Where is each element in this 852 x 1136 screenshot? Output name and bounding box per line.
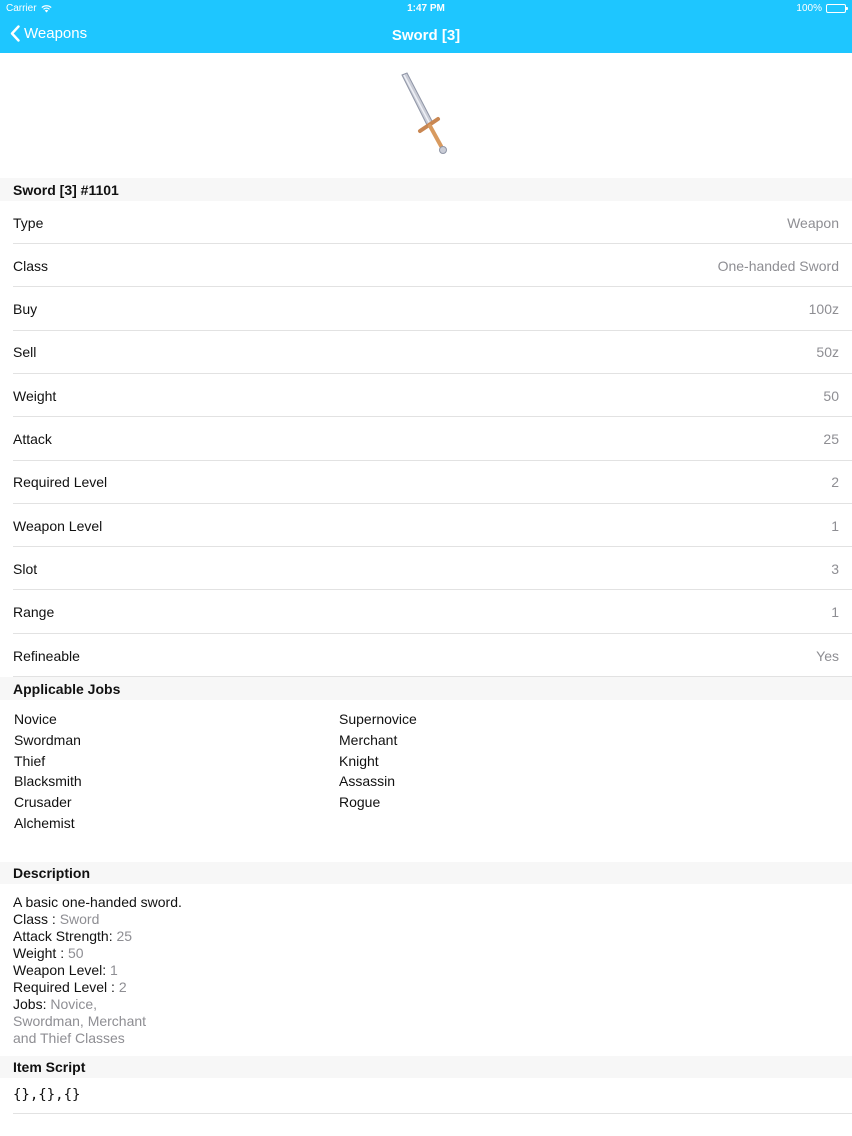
detail-row-value: Yes (816, 647, 839, 664)
description-attack: Attack Strength: 25 (13, 928, 133, 944)
description-header: Description (0, 862, 852, 884)
detail-row-attack (0, 418, 852, 461)
description-class: Class : Sword (13, 911, 100, 927)
navigation-header (0, 0, 852, 53)
description-intro: A basic one-handed sword. (13, 894, 182, 910)
detail-row-value: 1 (831, 517, 839, 534)
status-bar (0, 0, 852, 17)
detail-row-label: Type (13, 214, 44, 231)
job-item: Assassin (339, 773, 396, 790)
item-script-header: Item Script (0, 1056, 852, 1078)
description-required-level: Required Level : 2 (13, 979, 127, 995)
detail-row-range (0, 591, 852, 634)
detail-row-label: Required Level (13, 474, 108, 491)
detail-row-class (0, 244, 852, 287)
battery-indicator (796, 3, 846, 14)
job-item: Supernovice (339, 711, 417, 727)
job-item: Thief (14, 752, 46, 769)
detail-row-label: Weight (13, 387, 57, 404)
detail-row-weight (0, 374, 852, 417)
description-jobs-line2: Swordman, Merchant (13, 1013, 147, 1029)
back-button[interactable] (10, 25, 87, 42)
job-item: Swordman (14, 731, 81, 748)
item-script-value: {},{},{} (13, 1087, 81, 1103)
detail-row-value: 25 (823, 431, 839, 447)
job-item: Alchemist (14, 815, 75, 831)
detail-row-buy (0, 288, 852, 331)
divider (13, 1113, 852, 1114)
item-image (0, 53, 852, 178)
detail-row-label: Sell (13, 344, 37, 361)
page-title: Sword [3] (391, 27, 461, 44)
detail-row-value: One-handed Sword (717, 257, 839, 274)
description-weight: Weight : 50 (13, 945, 84, 961)
description-jobs-line3: and Thief Classes (13, 1030, 125, 1046)
job-item: Merchant (339, 731, 398, 748)
detail-row-weapon-level (0, 504, 852, 547)
detail-row-slot (0, 547, 852, 590)
nav-bar (0, 17, 852, 53)
job-item: Crusader (14, 794, 72, 811)
detail-row-value: 50z (816, 344, 839, 361)
sword-icon (396, 71, 456, 161)
description-jobs: Jobs: Novice, (13, 996, 98, 1012)
detail-row-sell (0, 331, 852, 374)
description-text (13, 894, 413, 1047)
detail-row-value: Weapon (787, 214, 839, 231)
job-item: Blacksmith (14, 773, 82, 790)
detail-row-refineable (0, 634, 852, 677)
detail-row-type (0, 201, 852, 244)
detail-row-value: 100z (808, 301, 839, 318)
chevron-left-icon (10, 25, 20, 42)
battery-percent: 100% (796, 3, 822, 14)
detail-row-label: Class (13, 257, 49, 274)
job-item: Knight (339, 752, 379, 769)
detail-row-label: Range (13, 604, 55, 621)
detail-row-value: 2 (831, 474, 839, 491)
description-weapon-level: Weapon Level: 1 (13, 962, 118, 978)
detail-row-required-level (0, 461, 852, 504)
detail-row-label: Attack (13, 431, 52, 447)
detail-row-label: Weapon Level (13, 517, 103, 534)
detail-row-value: 3 (831, 560, 839, 577)
clock: 1:47 PM (407, 3, 445, 14)
detail-row-value: 50 (823, 387, 839, 404)
job-item: Rogue (339, 794, 381, 811)
detail-row-value: 1 (831, 604, 839, 621)
job-item: Novice (14, 711, 57, 727)
detail-row-label: Slot (13, 560, 38, 577)
detail-row-label: Refineable (13, 647, 80, 664)
back-button-label: Weapons (24, 25, 88, 42)
applicable-jobs-header: Applicable Jobs (0, 677, 852, 700)
carrier-label: Carrier (6, 3, 37, 14)
item-header: Sword [3] #1101 (0, 178, 852, 201)
detail-row-label: Buy (13, 301, 38, 318)
battery-icon (826, 4, 846, 13)
